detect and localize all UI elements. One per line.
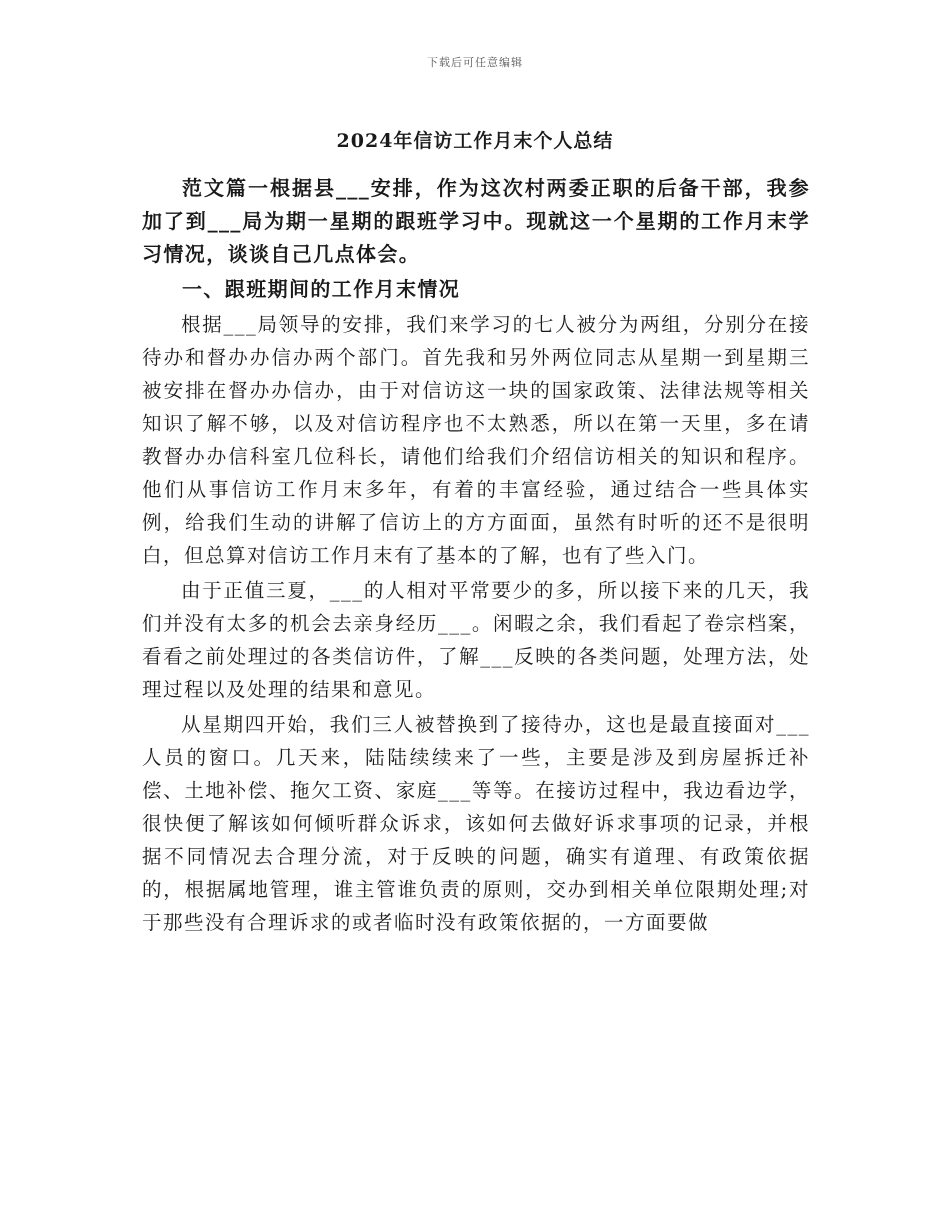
document-body [142,172,810,939]
header-note: 下载后可任意编辑 [427,56,523,69]
section-heading: 一、跟班期间的工作月末情况 [182,277,461,301]
paragraph-body: 从星期四开始，我们三人被替换到了接待办，这也是最直接面对___人员的窗口。几天来，陆陆续续来了一些，主要是涉及到房屋拆迁补偿、土地补偿、拖欠工资、家庭___等等。在接访过程中，我边看边学，很快便了解该如何倾听群众诉求，该如何去做好诉求事项的记录，并根据不同情况去合理分流，对于反映的问题，确实有道理、有政策依据的，根据属地管理，谁主管谁负责的原则，交办到相关单位限期处理;对于那些没有合理诉求的或者临时没有政策依据的，一方面要做 [142,713,810,934]
paragraph-intro: 范文篇一根据县___安排，作为这次村两委正职的后备干部，我参加了到___局为期一星期的跟班学习中。现就这一个星期的工作月末学习情况，谈谈自己几点体会。 [142,176,810,266]
paragraph-body: 根据___局领导的安排，我们来学习的七人被分为两组，分别分在接待办和督办办信办两个部门。首先我和另外两位同志从星期一到星期三被安排在督办办信办，由于对信访这一块的国家政策、法律法规等相关知识了解不够，以及对信访程序也不太熟悉，所以在第一天里，多在请教督办办信科室几位科长，请他们给我们介绍信访相关的知识和程序。他们从事信访工作月末多年，有着的丰富经验，通过结合一些具体实例，给我们生动的讲解了信访上的方方面面，虽然有时听的还不是很明白，但总算对信访工作月末有了基本的了解，也有了些入门。 [142,313,810,567]
document-title: 2024年信访工作月末个人总结 [336,130,614,152]
paragraph-body: 由于正值三夏，___的人相对平常要少的多，所以接下来的几天，我们并没有太多的机会去亲身经历___。闲暇之余，我们看起了卷宗档案，看看之前处理过的各类信访件，了解___反映的各类问题，处理方法，处理过程以及处理的结果和意见。 [142,579,810,701]
